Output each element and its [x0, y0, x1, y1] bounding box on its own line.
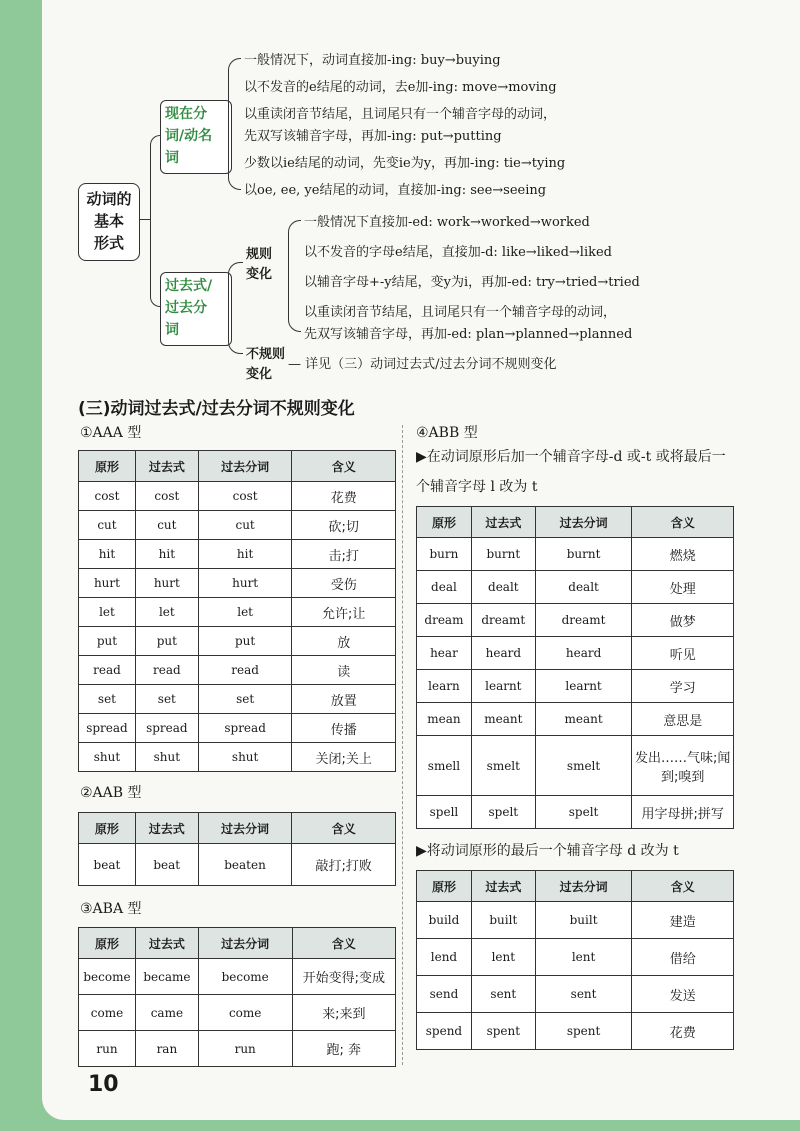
table-cell: 开始变得;变成	[292, 959, 395, 995]
col-header: 过去式	[135, 451, 198, 482]
mindmap-item: 以重读闭音节结尾，且词尾只有一个辅音字母的动词，	[304, 305, 617, 320]
table-cell: smell	[417, 736, 472, 796]
table-cell: become	[79, 959, 136, 995]
table-row	[417, 703, 734, 736]
table-cell: cost	[79, 482, 136, 511]
col-header: 含义	[292, 451, 396, 482]
table-cell: 发送	[632, 976, 734, 1013]
table-cell: spread	[79, 714, 136, 743]
table-cell: smelt	[535, 736, 632, 796]
mindmap-item: 少数以ie结尾的动词，先变ie为y，再加-ing: tie→tying	[244, 156, 566, 171]
table-cell: hit	[198, 540, 292, 569]
col-header: 原形	[79, 813, 136, 844]
col-header: 原形	[417, 871, 472, 902]
col-header: 过去式	[135, 813, 198, 844]
table-cell: put	[135, 627, 198, 656]
abb-note-1: ▶在动词原形后加一个辅音字母-d 或-t 或将最后一个辅音字母 l 改为 t	[416, 449, 726, 495]
connector	[228, 262, 243, 354]
table-cell: put	[198, 627, 292, 656]
table-cell: 敲打;打败	[292, 844, 396, 886]
col-header: 过去式	[135, 928, 198, 959]
table-cell: 读	[292, 656, 396, 685]
regular-change-label: 规则 变化	[246, 247, 273, 282]
table-cell: 传播	[292, 714, 396, 743]
table-cell: 放置	[292, 685, 396, 714]
table-cell: dreamt	[535, 604, 632, 637]
table-cell: 受伤	[292, 569, 396, 598]
table-cell: 关闭;关上	[292, 743, 396, 772]
table-row	[417, 1013, 734, 1050]
table-cell: 击;打	[292, 540, 396, 569]
table-cell: mean	[417, 703, 472, 736]
table-cell: spent	[535, 1013, 632, 1050]
table-cell: 发出……气味;闻到;嗅到	[632, 736, 734, 796]
table-row	[417, 796, 734, 829]
table-cell: cut	[198, 511, 292, 540]
table-row	[79, 598, 396, 627]
table-cell: hit	[135, 540, 198, 569]
mindmap-item: 以不发音的e结尾的动词，去e加-ing: move→moving	[244, 80, 557, 95]
table-row	[79, 482, 396, 511]
table-cell: dealt	[535, 571, 632, 604]
table-cell: cut	[79, 511, 136, 540]
table-row	[417, 538, 734, 571]
table-cell: hit	[79, 540, 136, 569]
table-cell: send	[417, 976, 472, 1013]
table-row	[79, 511, 396, 540]
table-cell: cost	[135, 482, 198, 511]
table-cell: 放	[292, 627, 396, 656]
table-row	[417, 571, 734, 604]
table-cell: hurt	[135, 569, 198, 598]
branch-present-participle: 现在分 词/动名 词	[160, 100, 232, 174]
table-cell: spend	[417, 1013, 472, 1050]
table-row	[417, 736, 734, 796]
table-cell: sent	[471, 976, 535, 1013]
table-row	[417, 902, 734, 939]
connector	[288, 220, 301, 332]
table-cell: cut	[135, 511, 198, 540]
mindmap-item: 以不发音的字母e结尾，直接加-d: like→liked→liked	[304, 245, 613, 260]
table-row	[79, 685, 396, 714]
table-row	[79, 1031, 396, 1067]
table-cell: lent	[535, 939, 632, 976]
col-header: 过去分词	[198, 451, 292, 482]
mindmap-item: 先双写该辅音字母，再加-ing: put→putting	[244, 129, 502, 144]
table-row	[79, 540, 396, 569]
mindmap-item: 以oe, ee, ye结尾的动词，直接加-ing: see→seeing	[244, 183, 547, 198]
section-title: (三)动词过去式/过去分词不规则变化	[78, 399, 355, 419]
table-cell: 做梦	[632, 604, 734, 637]
table-cell: shut	[135, 743, 198, 772]
table-cell: learn	[417, 670, 472, 703]
col-header: 原形	[79, 928, 136, 959]
table-cell: beaten	[198, 844, 292, 886]
abb-title: ④ABB 型	[416, 425, 478, 441]
table-row	[79, 569, 396, 598]
table-cell: spell	[417, 796, 472, 829]
table-cell: dealt	[471, 571, 535, 604]
table-cell: hurt	[79, 569, 136, 598]
table-cell: 借给	[632, 939, 734, 976]
table-cell: spelt	[535, 796, 632, 829]
table-cell: read	[198, 656, 292, 685]
aaa-table	[78, 450, 396, 772]
table-cell: cost	[198, 482, 292, 511]
table-row	[417, 637, 734, 670]
table-row	[79, 743, 396, 772]
table-cell: meant	[535, 703, 632, 736]
branch-past-tense: 过去式/ 过去分 词	[160, 272, 232, 346]
table-cell: put	[79, 627, 136, 656]
table-cell: set	[198, 685, 292, 714]
table-cell: set	[135, 685, 198, 714]
table-cell: 砍;切	[292, 511, 396, 540]
table-cell: 处理	[632, 571, 734, 604]
connector	[228, 58, 241, 190]
abb-table-1	[416, 506, 734, 829]
table-cell: let	[79, 598, 136, 627]
table-cell: become	[198, 959, 292, 995]
table-cell: shut	[79, 743, 136, 772]
aba-table	[78, 927, 396, 1067]
table-cell: smelt	[471, 736, 535, 796]
table-cell: 花费	[632, 1013, 734, 1050]
col-header: 过去式	[471, 871, 535, 902]
table-cell: lent	[471, 939, 535, 976]
table-cell: dreamt	[471, 604, 535, 637]
table-cell: beat	[79, 844, 136, 886]
table-cell: spread	[198, 714, 292, 743]
table-cell: build	[417, 902, 472, 939]
page-number: 10	[88, 1072, 119, 1097]
table-cell: meant	[471, 703, 535, 736]
table-row	[417, 976, 734, 1013]
mindmap-item: 先双写该辅音字母，再加-ed: plan→planned→planned	[304, 327, 633, 342]
irregular-note: — 详见（三）动词过去式/过去分词不规则变化	[288, 357, 557, 372]
connector	[140, 219, 150, 220]
table-cell: read	[79, 656, 136, 685]
col-header: 过去分词	[198, 813, 292, 844]
table-cell: heard	[535, 637, 632, 670]
col-header: 含义	[292, 928, 395, 959]
table-row	[79, 656, 396, 685]
table-cell: run	[198, 1031, 292, 1067]
table-cell: 意思是	[632, 703, 734, 736]
table-cell: spent	[471, 1013, 535, 1050]
table-cell: hear	[417, 637, 472, 670]
col-header: 含义	[292, 813, 396, 844]
table-cell: 花费	[292, 482, 396, 511]
table-cell: learnt	[471, 670, 535, 703]
aba-title: ③ABA 型	[80, 901, 142, 917]
table-cell: beat	[135, 844, 198, 886]
col-header: 过去式	[471, 507, 535, 538]
col-header: 含义	[632, 507, 734, 538]
table-cell: 听见	[632, 637, 734, 670]
mindmap-item: 一般情况下，动词直接加-ing: buy→buying	[244, 53, 501, 68]
table-cell: 燃烧	[632, 538, 734, 571]
table-row	[79, 844, 396, 886]
column-divider	[402, 425, 403, 1065]
table-row	[417, 670, 734, 703]
table-cell: spelt	[471, 796, 535, 829]
table-cell: burnt	[471, 538, 535, 571]
table-cell: deal	[417, 571, 472, 604]
col-header: 含义	[632, 871, 734, 902]
abb-note-2: ▶将动词原形的最后一个辅音字母 d 改为 t	[416, 843, 679, 859]
table-cell: built	[471, 902, 535, 939]
table-cell: 允许;让	[292, 598, 396, 627]
table-cell: 跑; 奔	[292, 1031, 395, 1067]
mindmap-item: 一般情况下直接加-ed: work→worked→worked	[304, 215, 590, 230]
table-cell: 建造	[632, 902, 734, 939]
col-header: 过去分词	[535, 507, 632, 538]
table-row	[79, 627, 396, 656]
table-cell: run	[79, 1031, 136, 1067]
table-cell: burnt	[535, 538, 632, 571]
aab-table	[78, 812, 396, 886]
table-row	[79, 959, 396, 995]
table-row	[79, 995, 396, 1031]
mindmap-item: 以辅音字母+-y结尾，变y为i，再加-ed: try→tried→tried	[304, 275, 640, 290]
table-row	[417, 939, 734, 976]
irregular-change-label: 不规则 变化	[246, 347, 286, 382]
table-cell: sent	[535, 976, 632, 1013]
aaa-title: ①AAA 型	[80, 425, 142, 441]
table-cell: dream	[417, 604, 472, 637]
table-cell: come	[198, 995, 292, 1031]
table-row	[79, 714, 396, 743]
mindmap-item: 以重读闭音节结尾，且词尾只有一个辅音字母的动词，	[244, 107, 557, 122]
table-cell: heard	[471, 637, 535, 670]
col-header: 原形	[79, 451, 136, 482]
table-cell: lend	[417, 939, 472, 976]
abb-table-2	[416, 870, 734, 1050]
table-cell: built	[535, 902, 632, 939]
table-cell: shut	[198, 743, 292, 772]
table-cell: learnt	[535, 670, 632, 703]
col-header: 过去分词	[198, 928, 292, 959]
table-cell: became	[135, 959, 198, 995]
col-header: 原形	[417, 507, 472, 538]
table-cell: spread	[135, 714, 198, 743]
aab-title: ②AAB 型	[80, 785, 142, 801]
col-header: 过去分词	[535, 871, 632, 902]
table-cell: 来;来到	[292, 995, 395, 1031]
table-cell: come	[79, 995, 136, 1031]
table-cell: burn	[417, 538, 472, 571]
table-cell: 学习	[632, 670, 734, 703]
table-row	[417, 604, 734, 637]
table-cell: let	[198, 598, 292, 627]
table-cell: read	[135, 656, 198, 685]
mindmap-root: 动词的 基本 形式	[78, 183, 140, 261]
table-cell: let	[135, 598, 198, 627]
table-cell: hurt	[198, 569, 292, 598]
table-cell: 用字母拼;拼写	[632, 796, 734, 829]
table-cell: set	[79, 685, 136, 714]
table-cell: came	[135, 995, 198, 1031]
table-cell: ran	[135, 1031, 198, 1067]
